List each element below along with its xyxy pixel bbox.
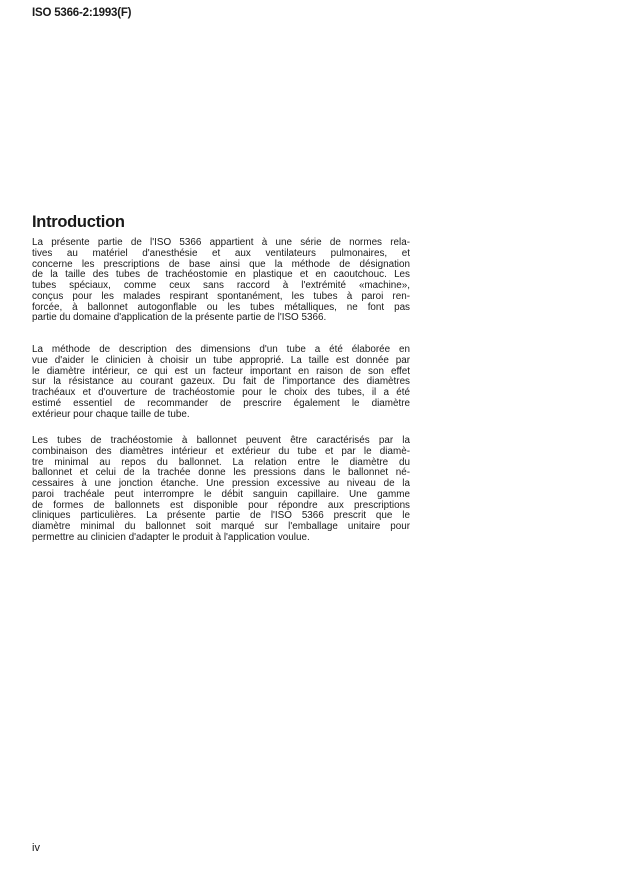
text-line: ballonnet et celui de la trachée donne les pressions dans le ballonnet né- [32,467,410,479]
paragraph-3 [32,436,410,544]
text-line: tubes spéciaux, comme ceux sans raccord à l'extrémité «machine», [32,280,410,291]
text-line: le diamètre intérieur, ce qui est un facteur important en raison de son effet [32,365,410,377]
text-line: sur la résistance au courant gazeux. Du fait de l'importance des diamètres [32,376,410,388]
text-line: tives au matériel d'anesthésie et aux ventilateurs pulmonaires, et [32,247,410,259]
text-line: forcée, à ballonnet autogonflable ou les tubes métalliques, ne font pas [32,301,410,313]
text-line: paroi trachéale peut interrompre le débit sanguin capillaire. Une gamme [32,488,410,500]
text-line: partie du domaine d'application de la présente partie de l'ISO 5366. [32,312,327,324]
text-line: de la taille des tubes de trachéostomie en plastique et en caoutchouc. Les [32,269,410,281]
text-line: conçus pour les malades respirant spontanément, les tubes à paroi ren- [32,290,410,302]
text-line: La méthode de description des dimensions d'un tube a été élaborée en [32,344,410,355]
text-line: tre minimal au repos du ballonnet. La relation entre le diamètre du [32,456,410,468]
text-line: Les tubes de trachéostomie à ballonnet peuvent être caractérisés par la [32,435,410,446]
text-line: vue d'aider le clinicien à choisir un tube approprié. La taille est donnée par [32,354,410,366]
text-line: estimé essentiel de recommander de prescrire également le diamètre [32,397,410,409]
section-title: Introduction [32,213,125,231]
document-header: ISO 5366-2:1993(F) [32,7,132,19]
text-line: La présente partie de l'ISO 5366 appartient à une série de normes rela- [32,237,410,248]
text-line: combinaison des diamètres intérieur et extérieur du tube et par le diamè- [32,445,410,457]
text-line: diamètre minimal du ballonnet soit marqué sur l'emballage unitaire pour [32,521,410,532]
text-line: extérieur pour chaque taille de tube. [32,408,190,420]
text-line: permettre au clinicien d'adapter le produit à l'application voulue. [32,531,310,543]
text-line: cliniques particulières. La présente partie de l'ISO 5366 prescrit que le [32,510,410,522]
paragraph-2 [32,345,410,420]
text-line: trachéaux et d'ouverture de trachéostomie pour le choix des tubes, il a été [32,387,410,398]
text-line: cessaires à une jonction étanche. Une pression excessive au niveau de la [32,478,410,489]
paragraph-1 [32,238,410,324]
page-number: iv [32,842,40,854]
text-line: concerne les prescriptions de base ainsi que la méthode de désignation [32,258,410,270]
text-line: de formes de ballonnets est disponible pour répondre aux prescriptions [32,499,410,511]
